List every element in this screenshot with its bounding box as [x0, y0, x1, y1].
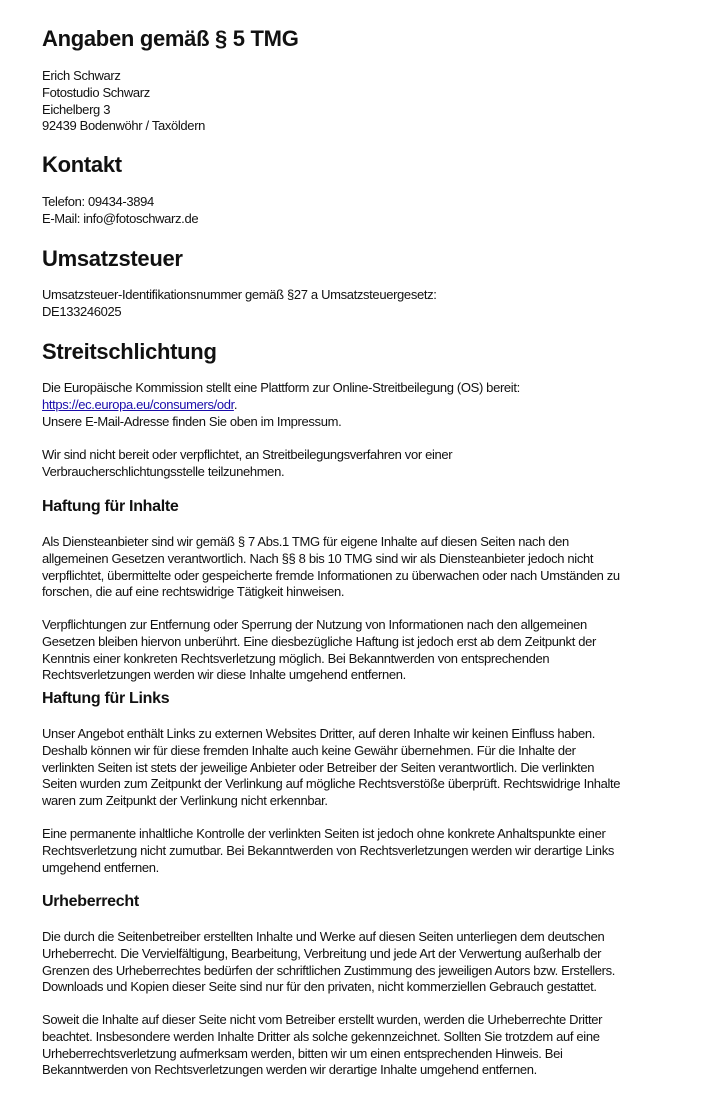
- text-line: Urheberrechtsverletzung aufmerksam werden, bitten wir um einen entsprechenden Hinweis. Bei: [42, 1045, 563, 1061]
- link-liability-paragraph-1: [42, 726, 682, 810]
- heading-urheberrecht: Urheberrecht: [42, 893, 139, 910]
- text-line: Rechtsverletzungen werden wir diese Inhalte umgehend entfernen.: [42, 667, 406, 683]
- vat-block: [42, 287, 682, 321]
- text-line: Downloads und Kopien dieser Seite sind nur für den privaten, nicht kommerziellen Gebrauch gestattet.: [42, 979, 597, 995]
- dispute-paragraph-1: [42, 380, 682, 430]
- text-line: Wir sind nicht bereit oder verpflichtet, an Streitbeilegungsverfahren vor einer: [42, 447, 453, 462]
- content-liability-paragraph-1: [42, 534, 682, 601]
- text-line: Unser Angebot enthält Links zu externen Websites Dritter, auf deren Inhalte wir keinen Einfluss haben.: [42, 726, 596, 741]
- heading-streitschlichtung: Streitschlichtung: [42, 339, 217, 364]
- vat-id: DE133246025: [42, 303, 122, 319]
- contact-email: E-Mail: info@fotoschwarz.de: [42, 210, 199, 226]
- link-suffix: .: [233, 396, 238, 412]
- text-line: waren zum Zeitpunkt der Verlinkung nicht erkennbar.: [42, 793, 328, 809]
- text-line: Deshalb können wir für diese fremden Inhalte auch keine Gewähr übernehmen. Für die Inhalte der: [42, 742, 576, 758]
- text-line: Verpflichtungen zur Entfernung oder Sperrung der Nutzung von Informationen nach den allgemeinen: [42, 617, 587, 632]
- text-line: Seiten wurden zum Zeitpunkt der Verlinkung auf mögliche Rechtsverstöße überprüft. Rechtswidrige Inhalte: [42, 776, 621, 792]
- text-line: allgemeinen Gesetzen verantwortlich. Nach §§ 8 bis 10 TMG sind wir als Diensteanbieter jedoch nicht: [42, 550, 594, 566]
- address-name: Erich Schwarz: [42, 68, 121, 83]
- text-line: Die durch die Seitenbetreiber erstellten Inhalte und Werke auf diesen Seiten unterliegen dem deutschen: [42, 929, 605, 944]
- text-line: Urheberrecht. Die Vervielfältigung, Bearbeitung, Verbreitung und jede Art der Verwertung außerhalb der: [42, 945, 602, 961]
- text-line: beachtet. Insbesondere werden Inhalte Dritter als solche gekennzeichnet. Sollten Sie trotzdem auf eine: [42, 1028, 600, 1044]
- link-liability-paragraph-2: [42, 826, 682, 876]
- odr-link[interactable]: https://ec.europa.eu/consumers/odr: [42, 396, 234, 412]
- text-line: umgehend entfernen.: [42, 859, 159, 875]
- dispute-paragraph-2: [42, 447, 682, 481]
- address-street: Eichelberg 3: [42, 101, 111, 117]
- heading-angaben: Angaben gemäß § 5 TMG: [42, 26, 299, 51]
- text-line: verlinkten Seiten ist stets der jeweilige Anbieter oder Betreiber der Seiten verantwortlich. Die verlinkten: [42, 759, 595, 775]
- heading-kontakt: Kontakt: [42, 152, 122, 177]
- address-company: Fotostudio Schwarz: [42, 84, 150, 100]
- text-line: Verbraucherschlichtungsstelle teilzunehmen.: [42, 463, 285, 479]
- contact-phone: Telefon: 09434-3894: [42, 194, 154, 209]
- vat-label: Umsatzsteuer-Identifikationsnummer gemäß §27 a Umsatzsteuergesetz:: [42, 287, 437, 302]
- dispute-link-line: [42, 397, 682, 414]
- address-block: [42, 68, 682, 135]
- dispute-text: Die Europäische Kommission stellt eine Plattform zur Online-Streitbeilegung (OS) bereit:: [42, 380, 520, 395]
- text-line: Gesetzen bleiben hiervon unberührt. Eine diesbezügliche Haftung ist jedoch erst ab dem Zeitpunkt der: [42, 633, 596, 649]
- content-liability-paragraph-2: [42, 617, 682, 684]
- text-line: Grenzen des Urheberrechtes bedürfen der schriftlichen Zustimmung des jeweiligen Autors bzw. Erstellers.: [42, 962, 616, 978]
- heading-haftung-links: Haftung für Links: [42, 690, 170, 707]
- text-line: verpflichtet, übermittelte oder gespeicherte fremde Informationen zu überwachen oder nach Umständen zu: [42, 567, 620, 583]
- text-line: Als Diensteanbieter sind wir gemäß § 7 Abs.1 TMG für eigene Inhalte auf diesen Seiten nach den: [42, 534, 569, 549]
- text-line: Kenntnis einer konkreten Rechtsverletzung möglich. Bei Bekanntwerden von entsprechenden: [42, 650, 550, 666]
- text-line: Bekanntwerden von Rechtsverletzungen werden wir derartige Inhalte umgehend entfernen.: [42, 1062, 537, 1078]
- heading-umsatzsteuer: Umsatzsteuer: [42, 246, 183, 271]
- dispute-email-note: Unsere E-Mail-Adresse finden Sie oben im Impressum.: [42, 413, 342, 429]
- text-line: forschen, die auf eine rechtswidrige Tätigkeit hinweisen.: [42, 584, 345, 600]
- copyright-paragraph-1: [42, 929, 682, 996]
- text-line: Soweit die Inhalte auf dieser Seite nicht vom Betreiber erstellt wurden, werden die Urheberrechte Dritter: [42, 1012, 603, 1027]
- text-line: Rechtsverletzung nicht zumutbar. Bei Bekanntwerden von Rechtsverletzungen werden wir derartige Links: [42, 842, 614, 858]
- contact-block: [42, 194, 682, 228]
- address-city: 92439 Bodenwöhr / Taxöldern: [42, 118, 206, 134]
- copyright-paragraph-2: [42, 1012, 682, 1079]
- text-line: Eine permanente inhaltliche Kontrolle der verlinkten Seiten ist jedoch ohne konkrete Anhaltspunkte einer: [42, 826, 606, 841]
- heading-haftung-inhalte: Haftung für Inhalte: [42, 498, 179, 515]
